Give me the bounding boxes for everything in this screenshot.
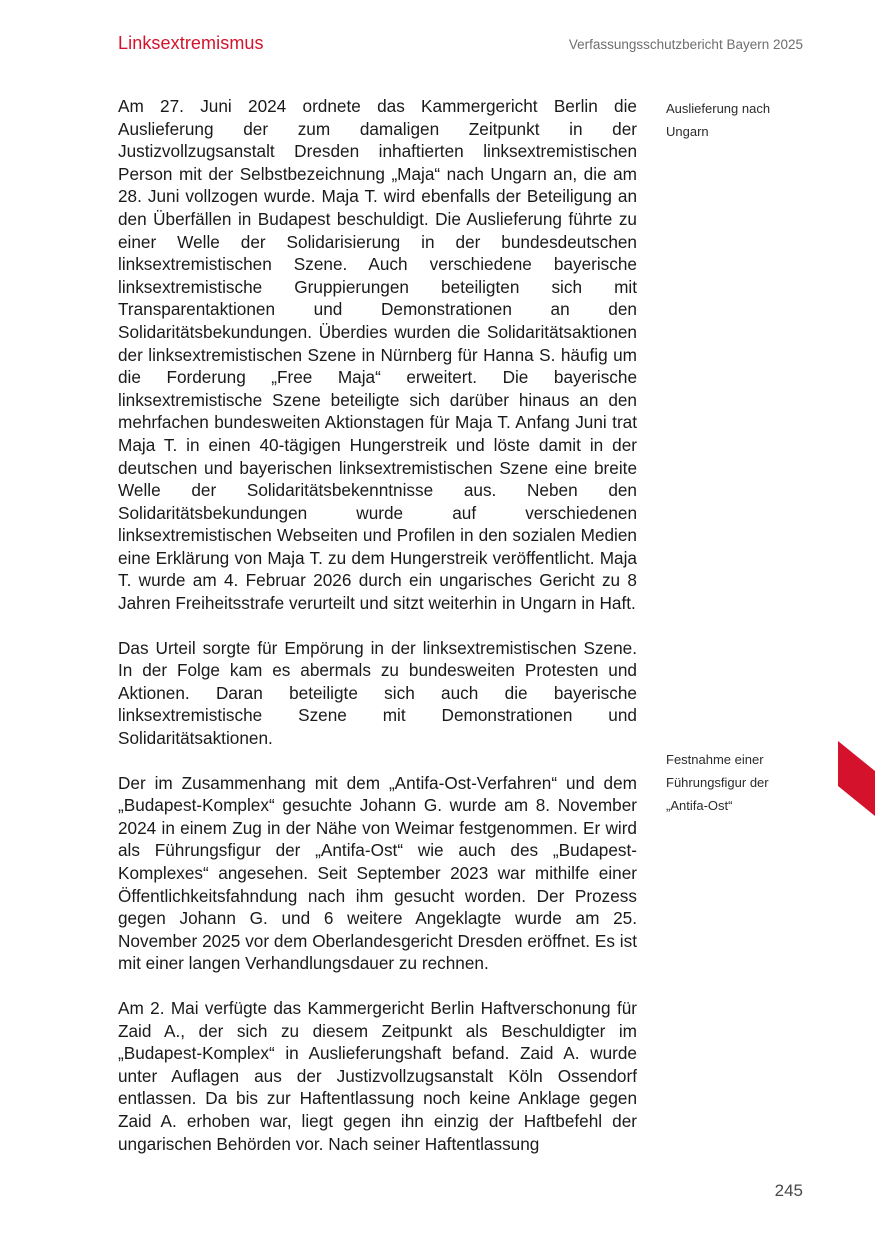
page-number: 245	[774, 1181, 803, 1200]
chapter-tab-marker	[838, 741, 875, 816]
section-title: Linksextremismus	[118, 33, 264, 53]
margin-note-line: Ungarn	[666, 124, 709, 139]
margin-note-line: Führungsfigur der	[666, 775, 769, 790]
paragraph-arrest: Der im Zusammenhang mit dem „Antifa-Ost-Verfahren“ und dem „Budapest-Komplex“ gesuchte Johann G. wurde am 8. November 2024 in einem Zug in der Nähe von Weimar festgenommen. Er wird als Führungsfigur der „Antifa-Ost“ wie auch des „Budapest-Komplexes“ angesehen. Seit September 2023 war mithilfe einer Öffentlichkeitsfahndung nach ihm gesucht worden. Der Prozess gegen Johann G. und 6 weitere Angeklagte wurde am 25. November 2025 vor dem Oberlandesgericht Dresden eröffnet. Es ist mit einer langen Verhandlungsdauer zu rechnen.	[118, 772, 637, 974]
margin-note-arrest	[666, 748, 806, 817]
margin-note-extradition	[666, 97, 806, 143]
report-title: Verfassungsschutzbericht Bayern 2025	[568, 37, 803, 52]
paragraph-release: Am 2. Mai verfügte das Kammergericht Berlin Haftverschonung für Zaid A., der sich zu diesem Zeitpunkt als Beschuldigter im „Budapest-Komplex“ in Auslieferungshaft befand. Zaid A. wurde unter Auflagen aus der Justizvollzugsanstalt Köln Ossendorf entlassen. Da bis zur Haftentlassung noch keine Anklage gegen Zaid A. erhoben war, liegt gegen ihn einzig der Haftbefehl der ungarischen Behörden vor. Nach seiner Haftentlassung	[118, 997, 637, 1154]
margin-note-line: Festnahme einer	[666, 752, 764, 767]
paragraph-extradition: Am 27. Juni 2024 ordnete das Kammergericht Berlin die Auslieferung der zum damaligen Zeitpunkt in der Justizvollzugsanstalt Dresden inhaftierten linksextremistischen Person mit der Selbstbezeichnung „Maja“ nach Ungarn an, die am 28. Juni vollzogen wurde. Maja T. wird ebenfalls der Beteiligung an den Überfällen in Budapest beschuldigt. Die Auslieferung führte zu einer Welle der Solidarisierung in der bundesdeutschen linksextremistischen Szene. Auch verschiedene bayerische linksextremistische Gruppierungen beteiligten sich mit Transparentaktionen und Demonstrationen an den Solidaritätsbekundungen. Überdies wurden die Solidaritätsaktionen der linksextremistischen Szene in Nürnberg für Hanna S. häufig um die Forderung „Free Maja“ erweitert. Die bayerische linksextremistische Szene beteiligte sich darüber hinaus an den mehrfachen bundesweiten Aktionstagen für Maja T. Anfang Juni trat Maja T. in einen 40-tägigen Hungerstreik und löste damit in der deutschen und bayerischen linksextremistischen Szene eine breite Welle der Solidaritätsbekenntnisse aus. Neben den Solidaritätsbekundungen wurde auf verschiedenen linksextremistischen Webseiten und Profilen in den sozialen Medien eine Erklärung von Maja T. zu dem Hungerstreik veröffentlicht. Maja T. wurde am 4. Februar 2026 durch ein ungarisches Gericht zu 8 Jahren Freiheitsstrafe verurteilt und sitzt weiterhin in Ungarn in Haft.	[118, 96, 637, 614]
margin-note-line: Auslieferung nach	[666, 101, 771, 116]
margin-note-line: „Antifa-Ost“	[666, 798, 733, 813]
paragraph-verdict-reaction: Das Urteil sorgte für Empörung in der linksextremistischen Szene. In der Folge kam es abermals zu bundesweiten Protesten und Aktionen. Daran beteiligte sich auch die bayerische linksextremistische Szene mit Demonstrationen und Solidaritätsaktionen.	[118, 637, 637, 749]
body-text	[118, 95, 637, 1177]
